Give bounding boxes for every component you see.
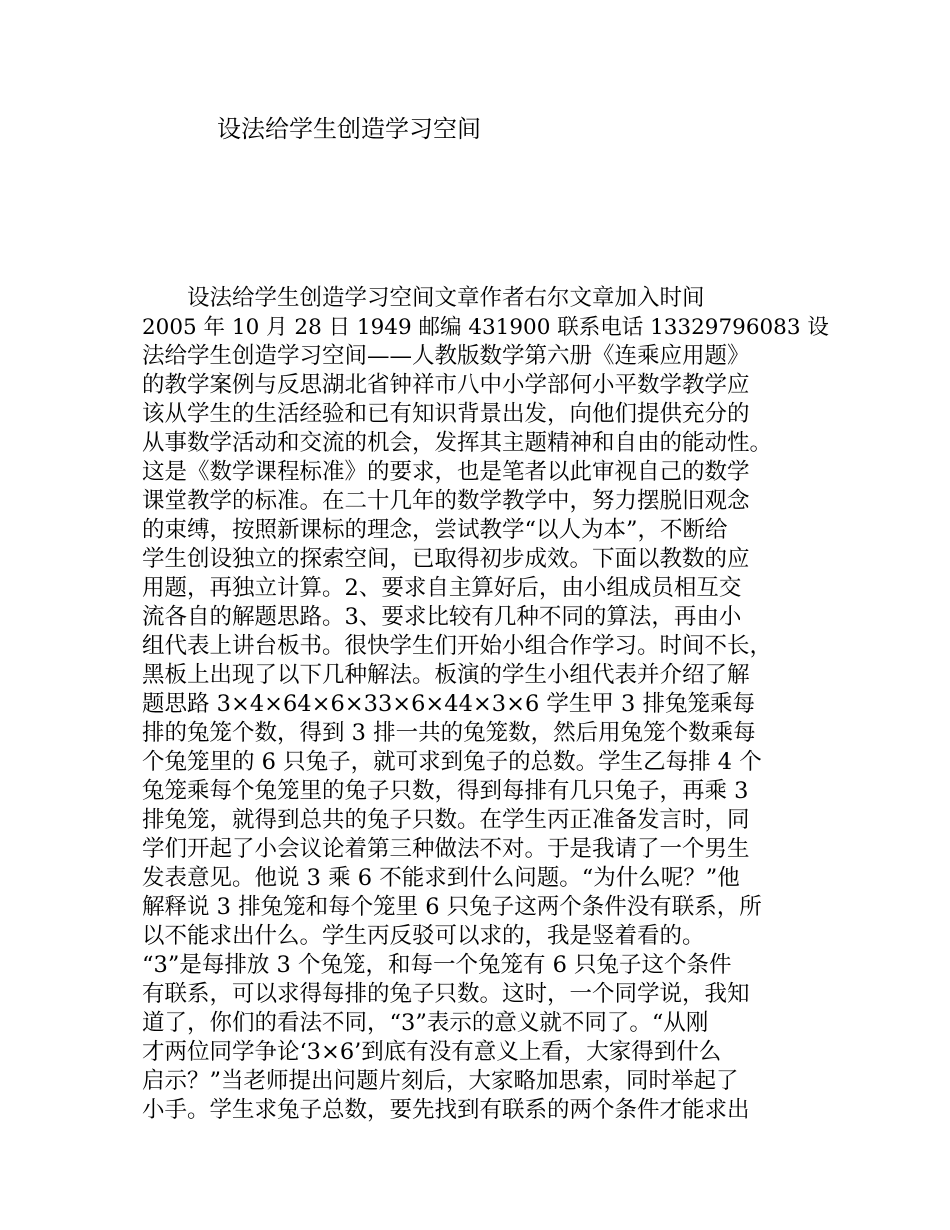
paragraph-line: 发表意见。他说 3 乘 6 不能求到什么问题。“为什么呢？”他 <box>142 865 740 891</box>
paragraph-line: 道了，你们的看法不同，“3”表示的意义就不同了。“从刚 <box>142 1010 709 1036</box>
paragraph-line: 用题，再独立计算。2、要求自主算好后，由小组成员相互交 <box>142 575 742 601</box>
paragraph-line: 解释说 3 排兔笼和每个笼里 6 只兔子这两个条件没有联系，所 <box>142 894 762 920</box>
paragraph-line: 排的兔笼个数，得到 3 排一共的兔笼数，然后用兔笼个数乘每 <box>142 720 756 746</box>
paragraph-line: 课堂教学的标准。在二十几年的数学教学中，努力摆脱旧观念 <box>142 488 750 514</box>
paragraph-line: 小手。学生求兔子总数，要先找到有联系的两个条件才能求出 <box>142 1097 750 1123</box>
paragraph-line: 启示？”当老师提出问题片刻后，大家略加思索，同时举起了 <box>142 1068 739 1094</box>
paragraph-line: 个兔笼里的 6 只兔子，就可求到兔子的总数。学生乙每排 4 个 <box>142 749 762 775</box>
paragraph-line: 有联系，可以求得每排的兔子只数。这时，一个同学说，我知 <box>142 981 750 1007</box>
paragraph-line: 这是《数学课程标准》的要求，也是笔者以此审视自己的数学 <box>142 459 750 485</box>
paragraph-line: 黑板上出现了以下几种解法。板演的学生小组代表并介绍了解 <box>142 662 750 688</box>
paragraph-line: 题思路 3×4×64×6×33×6×44×3×6 学生甲 3 排兔笼乘每 <box>142 691 756 717</box>
paragraph-line: 组代表上讲台板书。很快学生们开始小组合作学习。时间不长， <box>142 633 773 659</box>
paragraph-line: 排兔笼，就得到总共的兔子只数。在学生丙正准备发言时，同 <box>142 807 750 833</box>
paragraph-line: 的束缚，按照新课标的理念，尝试教学“以人为本”，不断给 <box>142 517 728 543</box>
paragraph-line: 2005 年 10 月 28 日 1949 邮编 431900 联系电话 13329796083 设 <box>142 315 829 340</box>
paragraph-line: 该从学生的生活经验和已有知识背景出发，向他们提供充分的 <box>142 401 750 427</box>
paragraph-line: 法给学生创造学习空间——人教版数学第六册《连乘应用题》 <box>142 343 750 369</box>
document-title: 设法给学生创造学习空间 <box>217 115 481 143</box>
paragraph-line: 兔笼乘每个兔笼里的兔子只数，得到每排有几只兔子，再乘 3 <box>142 778 749 804</box>
paragraph-line: 设法给学生创造学习空间文章作者右尔文章加入时间 <box>142 285 705 311</box>
paragraph-line: 从事数学活动和交流的机会，发挥其主题精神和自由的能动性。 <box>142 430 773 456</box>
paragraph-line: “3”是每排放 3 个兔笼，和每一个兔笼有 6 只兔子这个条件 <box>142 952 732 978</box>
paragraph-line: 才两位同学争论‘3×6’到底有没有意义上看，大家得到什么 <box>142 1039 722 1065</box>
paragraph-line: 学们开起了小会议论着第三种做法不对。于是我请了一个男生 <box>142 836 750 862</box>
document-body <box>142 284 842 1125</box>
paragraph-line: 以不能求出什么。学生丙反驳可以求的，我是竖着看的。 <box>142 923 705 949</box>
paragraph-line: 学生创设独立的探索空间，已取得初步成效。下面以教数的应 <box>142 546 750 572</box>
paragraph-line: 的教学案例与反思湖北省钟祥市八中小学部何小平数学教学应 <box>142 372 750 398</box>
paragraph-line: 流各自的解题思路。3、要求比较有几种不同的算法，再由小 <box>142 604 742 630</box>
